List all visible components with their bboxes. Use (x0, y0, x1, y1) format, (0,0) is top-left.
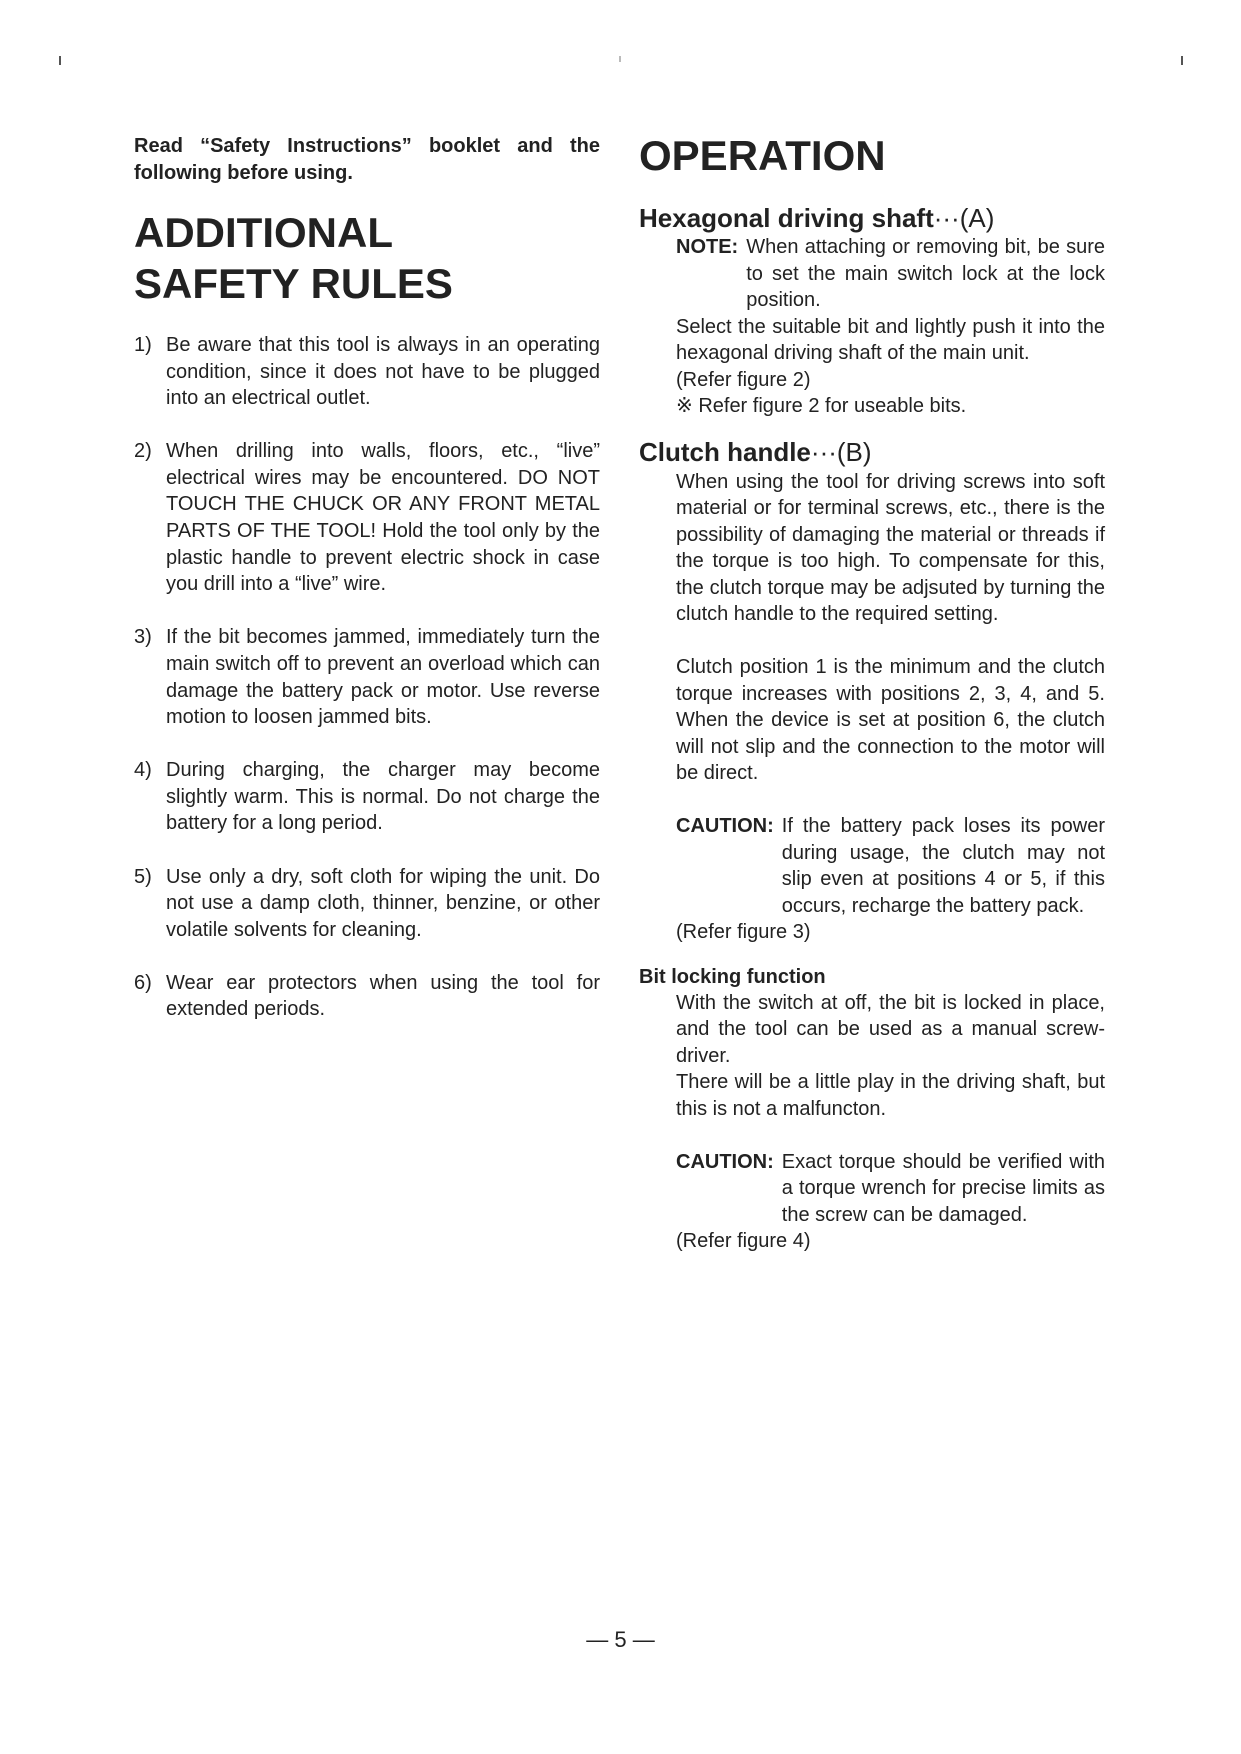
hex-shaft-title: Hexagonal driving shaft (639, 203, 934, 233)
caution-label: CAUTION: (676, 1150, 774, 1173)
note-label: NOTE: (676, 236, 739, 258)
clutch-section (639, 469, 1105, 946)
bit-locking-section (639, 990, 1105, 1255)
hex-refer: (Refer figure 2) (676, 368, 811, 391)
clutch-caution (676, 813, 1105, 919)
rule-text: Be aware that this tool is always in an operating condition, since it does not have to be plugged into an electrical outlet. (166, 334, 600, 410)
caution-text: Exact torque should be verified with a torque wrench for precise limits as the screw can be damaged. (781, 1150, 1105, 1226)
heading-line-2: SAFETY RULES (134, 260, 453, 307)
clutch-title: Clutch handle (639, 436, 811, 467)
safety-rules-heading (134, 207, 600, 309)
clutch-suffix: ···(B) (810, 436, 872, 467)
rule-text: During charging, the charger may become slightly warm. This is normal. Do not charge the battery for a long period. (166, 759, 600, 835)
rule-text: If the bit becomes jammed, immediately turn the main switch off to prevent an overload which can damage the battery pack or motor. Use reverse motion to loosen jammed bits. (166, 626, 600, 729)
heading-line-1: ADDITIONAL (134, 209, 393, 256)
rule-item (134, 438, 600, 598)
rule-number: 4) (134, 759, 152, 782)
rule-item (134, 864, 600, 944)
right-column (639, 133, 1105, 1255)
rule-item (134, 332, 600, 412)
left-column (134, 133, 600, 1049)
bitlock-refer: (Refer figure 4) (676, 1230, 811, 1252)
clutch-paragraph-2: Clutch position 1 is the minimum and the clutch torque increases with positions 2, 3, 4, and 5. When the device is set at position 6, the clutch will not slip and the connection to the motor will be direct. (676, 656, 1105, 784)
rule-text: Wear ear protectors when using the tool for extended periods. (166, 971, 600, 1021)
hex-note (676, 234, 1105, 314)
bitlock-paragraph-1: With the switch at off, the bit is locked in place, and the tool can be used as a manual screw-driver. (676, 991, 1105, 1067)
rule-number: 1) (134, 334, 152, 356)
bit-locking-heading: Bit locking function (639, 965, 826, 988)
rule-item (134, 624, 600, 730)
hex-shaft-heading (639, 202, 1105, 234)
rule-text: Use only a dry, soft cloth for wiping the unit. Do not use a damp cloth, thinner, benzine, or other volatile solvents for cleaning. (166, 865, 600, 941)
caution-text: If the battery pack loses its power during usage, the clutch may not slip even at positions 4 or 5, if this occurs, recharge the battery pack. (781, 815, 1105, 917)
rule-item (134, 757, 600, 837)
hex-body: Select the suitable bit and lightly push it into the hexagonal driving shaft of the main unit. (676, 315, 1105, 364)
rule-text: When drilling into walls, floors, etc., “live” electrical wires may be encountered. DO NOT TOUCH THE CHUCK OR ANY FRONT METAL PARTS OF THE TOOL! Hold the tool only by the plastic handle to prevent electric shock in case you drill into a “live” wire. (166, 440, 600, 596)
crop-mark-left (59, 56, 61, 65)
safety-rules-list (134, 332, 600, 1023)
crop-mark-right (1181, 56, 1183, 65)
clutch-paragraph-1: When using the tool for driving screws into soft material or for terminal screws, etc., there is the possibility of damaging the material or threads if the torque is too high. To compensate for this, the clutch torque may be adjsuted by turning the clutch handle to the required setting. (676, 470, 1105, 625)
note-text: When attaching or removing bit, be sure to set the main switch lock at the lock position. (746, 236, 1105, 311)
page-number: — 5 — (586, 1627, 655, 1652)
bitlock-paragraph-2: There will be a little play in the driving shaft, but this is not a malfuncton. (676, 1071, 1105, 1120)
hex-shaft-suffix: ···(A) (933, 203, 995, 233)
hex-extra-note: ※ Refer figure 2 for useable bits. (676, 395, 967, 417)
rule-item (134, 970, 600, 1023)
rule-number: 2) (134, 440, 152, 463)
rule-number: 3) (134, 626, 152, 649)
caution-label: CAUTION: (676, 815, 774, 837)
bitlock-caution (676, 1149, 1105, 1229)
intro-text: Read “Safety Instructions” booklet and the following before using. (134, 135, 600, 184)
operation-heading: OPERATION (639, 132, 886, 179)
clutch-heading (639, 436, 1105, 468)
hex-shaft-section (639, 234, 1105, 420)
crop-mark-center (619, 56, 621, 62)
rule-number: 6) (134, 971, 152, 994)
clutch-refer: (Refer figure 3) (676, 921, 811, 943)
rule-number: 5) (134, 865, 152, 888)
